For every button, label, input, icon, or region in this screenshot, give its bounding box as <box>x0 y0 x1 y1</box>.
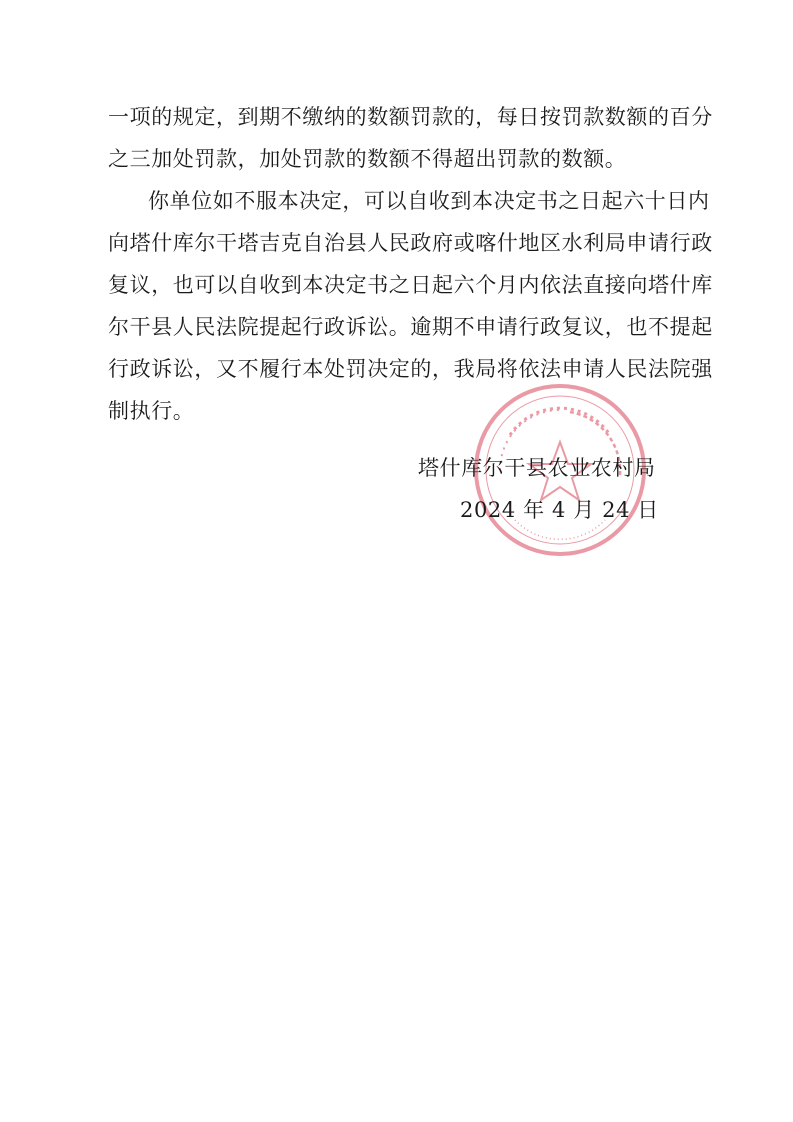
paragraph-2-line-2: 向塔什库尔干塔吉克自治县人民政府或喀什地区水利局申请行政 <box>108 231 713 255</box>
paragraph-2-line-3: 复议，也可以自收到本决定书之日起六个月内依法直接向塔什库 <box>108 273 713 297</box>
paragraph-2-line-5: 行政诉讼，又不履行本处罚决定的，我局将依法申请人民法院强 <box>108 357 713 381</box>
paragraph-1-line-1: 一项的规定，到期不缴纳的数额罚款的，每日按罚款数额的百分 <box>108 105 713 129</box>
paragraph-1-line-2: 之三加处罚款，加处罚款的数额不得超出罚款的数额。 <box>108 147 627 171</box>
issue-date: 2024 年 4 月 24 日 <box>460 498 659 522</box>
paragraph-2-line-4: 尔干县人民法院提起行政诉讼。逾期不申请行政复议，也不提起 <box>108 315 713 339</box>
issuer-name: 塔什库尔干县农业农村局 <box>418 456 656 480</box>
paragraph-2-line-1: 你单位如不服本决定，可以自收到本决定书之日起六十日内 <box>148 189 710 213</box>
paragraph-2-line-6: 制执行。 <box>108 399 195 423</box>
